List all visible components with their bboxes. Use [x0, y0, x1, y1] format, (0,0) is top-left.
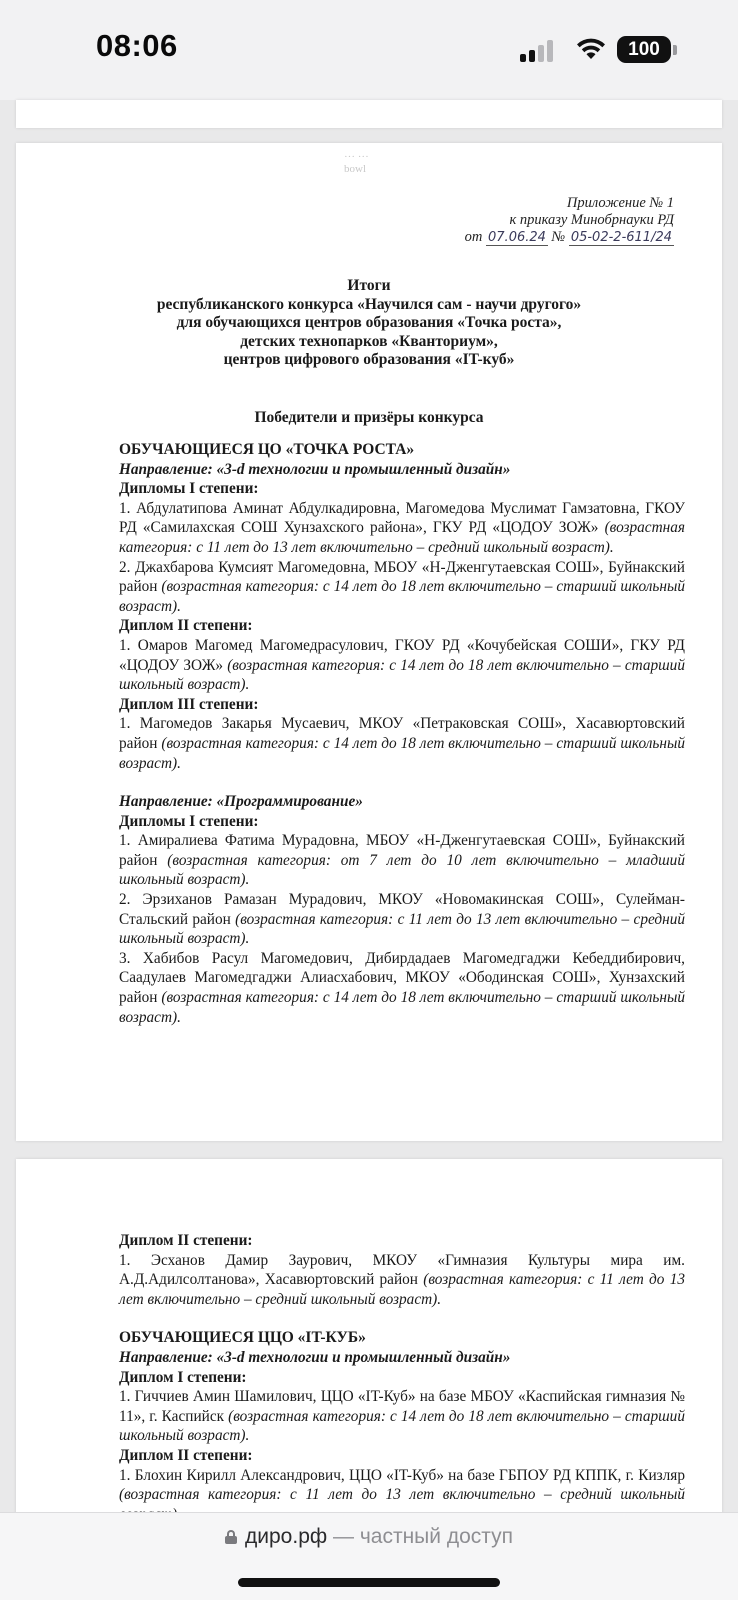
- appendix-line-1: Приложение № 1: [566, 195, 674, 211]
- url-display[interactable]: [0, 1525, 738, 1549]
- list-item: 1. Гиччиев Амин Шамилович, ЦЦО «IT-Куб» на базе МБОУ «Каспийская гимназия № 11», г. Каспийск (возрастная категория: с 14 лет до 18 лет включительно – старший школьный возраст).: [119, 1388, 685, 1445]
- direction-heading: Направление: «3-d технологии и промышленный дизайн»: [119, 460, 511, 478]
- list-item: 1. Амиралиева Фатима Мурадовна, МБОУ «Н-Дженгутаевская СОШ», Буйнакский район (возрастная категория: от 7 лет до 10 лет включительно – младший школьный возраст).: [119, 832, 685, 889]
- appendix-line-2: к приказу Минобрнауки РД: [509, 212, 674, 228]
- diploma-heading: Диплом II степени:: [119, 1446, 253, 1464]
- section-heading: ОБУЧАЮЩИЕСЯ ЦО «ТОЧКА РОСТА»: [119, 441, 415, 458]
- results-list-page-2: [119, 1231, 685, 1524]
- wifi-icon: [575, 37, 607, 61]
- url-domain: диро.рф: [245, 1525, 328, 1548]
- list-item: 1. Омаров Магомед Магомедрасулович, ГКОУ РД «Кочубейская СОШИ», ГКУ РД «ЦОДОУ ЗОЖ» (возрастная категория: с 14 лет до 18 лет включительно – старший школьный возраст).: [119, 636, 685, 694]
- diploma-heading: Диплом III степени:: [119, 695, 259, 713]
- results-list-page-1: [119, 440, 685, 1027]
- list-item: 1. Магомедов Закарья Мусаевич, МКОУ «Петраковская СОШ», Хасавюртовский район (возрастная категория: с 14 лет до 18 лет включительно – старший школьный возраст).: [119, 715, 685, 772]
- url-privacy-label: — частный доступ: [327, 1525, 513, 1548]
- direction-heading: Направление: «Программирование»: [119, 793, 363, 811]
- section-heading: ОБУЧАЮЩИЕСЯ ЦЦО «IT-КУБ»: [119, 1329, 366, 1347]
- status-time: 08:06: [96, 28, 178, 63]
- document-page-previous: [16, 100, 722, 128]
- cellular-signal-icon: [520, 38, 560, 62]
- diploma-heading: Диплом II степени:: [119, 1232, 253, 1249]
- diploma-heading: Диплом I степени:: [119, 1368, 247, 1386]
- lock-icon: [225, 1530, 237, 1544]
- battery-cap-icon: [673, 45, 677, 55]
- document-page-1[interactable]: [16, 143, 722, 1141]
- order-number: 05-02-2-611/24: [570, 230, 672, 245]
- direction-heading: Направление: «3-d технологии и промышленный дизайн»: [119, 1348, 511, 1366]
- list-item: 1. Эсханов Дамир Заурович, МКОУ «Гимназия Культуры мира им. А.Д.Адилсолтанова», Хасавюртовский район (возрастная категория: с 11 лет до 13 лет включительно – средний школьный возраст).: [119, 1251, 686, 1308]
- stamp-faint: ··· ··· bowl: [344, 151, 369, 175]
- list-item: 2. Эрзиханов Рамазан Мурадович, МКОУ «Новомакинская СОШ», Сулейман-Стальский район (возрастная категория: с 11 лет до 13 лет включительно – средний школьный возраст).: [119, 891, 685, 948]
- battery-indicator: 100: [617, 36, 671, 63]
- diploma-heading: Дипломы I степени:: [119, 480, 259, 498]
- document-title: Итоги республиканского конкурса «Научился сам - научи другого» для обучающихся центров образования «Точка роста», детских технопарков «Кванториум», центров цифрового образования «IT-куб»: [156, 277, 582, 368]
- list-item: 1. Блохин Кирилл Александрович, ЦЦО «IT-Куб» на базе ГБПОУ РД КППК, г. Кизляр (возрастная категория: с 11 лет до 13 лет включительно – средний школьный: [119, 1466, 685, 1504]
- document-subtitle: Победители и призёры конкурса: [254, 409, 484, 426]
- diploma-heading: Диплом II степени:: [119, 617, 253, 635]
- appendix-line-3: от 07.06.24 № 05-02-2-611/24: [464, 229, 672, 245]
- status-bar: [0, 0, 738, 100]
- list-item: 3. Хабибов Расул Магомедович, Дибирдадаев Магомедгаджи Кебеддибирович, Саадулаев Магомедгаджи Алиасхабович, МКОУ «Ободинская СОШ», Хунзахский район (возрастная категория: с 14 лет до 18 лет включительно – старший школьный возраст).: [119, 949, 685, 1026]
- list-item: 1. Абдулатипова Аминат Абдулкадировна, Магомедова Муслимат Гамзатовна, ГКОУ РД «Самилахская СОШ Хунзахского района», ГКУ РД «ЦОДОУ ЗОЖ» (возрастная категория: с 11 лет до 13 лет включительно – средний школьный возраст).: [119, 499, 685, 556]
- appendix-header: [465, 195, 674, 246]
- order-date: 07.06.24: [488, 230, 546, 245]
- home-indicator[interactable]: [238, 1578, 500, 1587]
- diploma-heading: Дипломы I степени:: [119, 812, 259, 830]
- list-item: 2. Джахбарова Кумсият Магомедовна, МБОУ «Н-Дженгутаевская СОШ», Буйнакский район (возрастная категория: с 14 лет до 18 лет включительно – старший школьный возраст).: [119, 558, 685, 615]
